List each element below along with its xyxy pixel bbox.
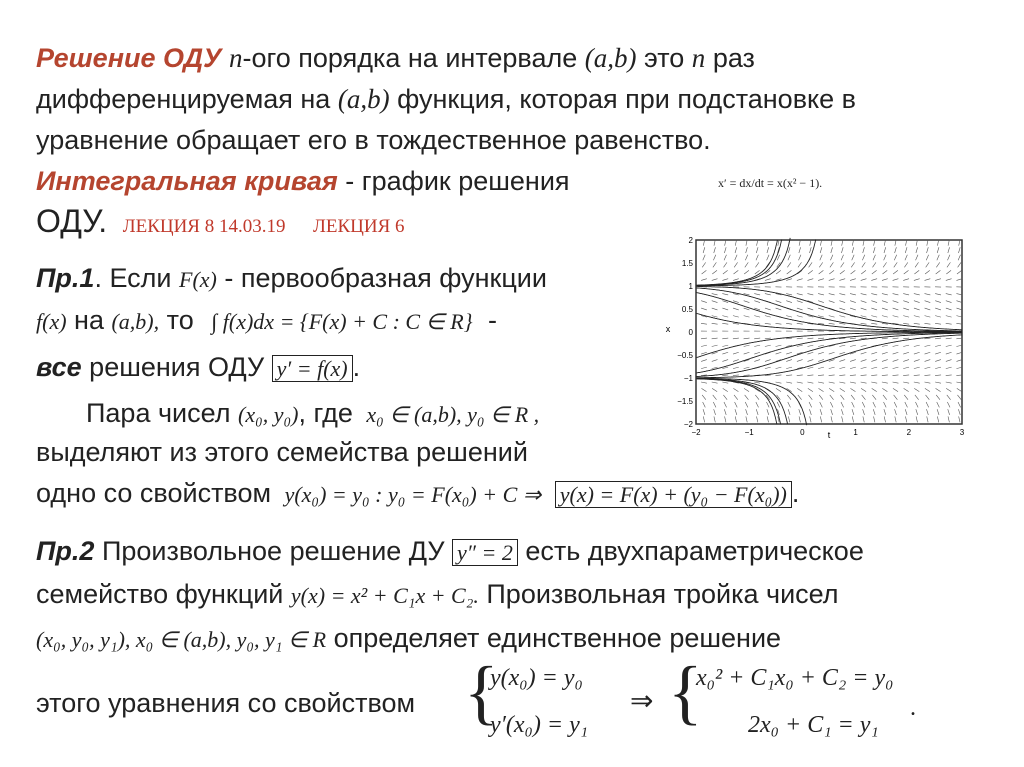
ex1-line-5: выделяют из этого семейства решений — [36, 437, 528, 467]
system2-eq2: 2x₀ + C₁ = y₁ — [748, 712, 879, 738]
ex1-line-2 — [36, 304, 497, 338]
ex2-line-1 — [36, 535, 864, 569]
x-tick-label: 0 — [800, 428, 805, 437]
ex1-text: - — [488, 305, 498, 335]
ex2-text: Произвольное решение ДУ — [94, 536, 445, 566]
y-tick-label: 0.5 — [681, 305, 693, 314]
integral-curve-line — [36, 165, 570, 197]
interval-ab: (a,b) — [337, 84, 390, 114]
lecture-note-2: ЛЕКЦИЯ 6 — [313, 216, 405, 237]
y-tick-label: 2 — [688, 236, 693, 245]
integral-curve-text: - график решения — [337, 166, 570, 196]
ex1-line-3 — [36, 351, 360, 385]
left-brace-1: { — [464, 652, 499, 732]
x-tick-label: −2 — [691, 428, 701, 437]
ex1-line-4 — [86, 397, 539, 431]
ex2-text: определяет единственное решение — [326, 623, 782, 653]
lecture-note-1: ЛЕКЦИЯ 8 14.03.19 — [122, 216, 286, 237]
y-tick-label: −1 — [683, 374, 693, 383]
y-tick-label: 0 — [688, 328, 693, 337]
definition-title: Решение ОДУ — [36, 43, 222, 73]
interval-ab: (a,b), — [111, 309, 160, 334]
ex1-line-1 — [36, 262, 547, 296]
math-pair: (x₀, y₀) — [238, 402, 299, 427]
definition-text: -ого порядка на интервале — [242, 43, 578, 73]
integral-formula: ∫ f(x)dx = {F(x) + C : C ∈ R} — [211, 309, 473, 334]
math-Fx: F(x) — [179, 267, 217, 292]
ex1-text: - первообразная функции — [216, 263, 547, 293]
ex2-text: есть двухпараметрическое — [517, 536, 864, 566]
math-fx: f(x) — [36, 309, 67, 334]
math-family: y(x) = x² + C₁x + C₂. — [290, 583, 479, 608]
direction-field-plot — [660, 228, 980, 440]
ex1-label: Пр.1 — [36, 263, 95, 293]
y-tick-label: −0.5 — [677, 351, 693, 360]
y-axis-label: x — [665, 324, 671, 334]
x-tick-label: −1 — [744, 428, 754, 437]
ex1-line-6 — [36, 477, 799, 511]
all-word: все — [36, 352, 82, 382]
punct: . — [791, 478, 800, 508]
definition-text: функция, которая при подстановке в — [397, 84, 857, 114]
ode-word: ОДУ. — [36, 203, 108, 239]
definition-text: раз — [712, 43, 755, 73]
ex1-text: Пара чисел — [86, 398, 231, 428]
y-ticks — [677, 236, 693, 429]
boxed-ode: y′ = f(x) — [272, 355, 353, 382]
final-period: . — [910, 695, 916, 721]
system2-eq1: x₀² + C₁x₀ + C₂ = y₀ — [696, 665, 894, 691]
definition-line-2 — [36, 83, 856, 115]
boxed-result: y(x) = F(x) + (y₀ − F(x₀)) — [555, 481, 792, 508]
left-brace-2: { — [668, 652, 703, 732]
y-tick-label: 1 — [688, 282, 693, 291]
x-tick-label: 2 — [906, 428, 912, 437]
y-tick-label: 1.5 — [681, 259, 693, 268]
boxed-ode-2: y″ = 2 — [452, 539, 518, 566]
ex1-text: одно со свойством — [36, 478, 272, 508]
var-n: n — [228, 43, 243, 73]
x-tick-label: 3 — [959, 428, 965, 437]
ex2-line-2 — [36, 578, 839, 612]
math-condition: x₀ ∈ (a,b), y₀ ∈ R , — [366, 402, 540, 427]
y-tick-label: −2 — [683, 420, 693, 429]
system1-eq1: y(x₀) = y₀ — [490, 665, 583, 691]
x-tick-label: 1 — [853, 428, 858, 437]
y-tick-label: −1.5 — [677, 397, 693, 406]
ex2-label: Пр.2 — [36, 536, 95, 566]
punct: . — [352, 352, 361, 382]
definition-line-3: уравнение обращает его в тождественное равенство. — [36, 125, 711, 155]
integral-curve-line-2 — [36, 205, 405, 243]
integral-curve-title: Интегральная кривая — [36, 166, 338, 196]
ex2-text: семейство функций — [36, 579, 284, 609]
ex1-text: на — [66, 305, 104, 335]
x-axis-label: t — [827, 430, 831, 440]
ex1-text: , где — [298, 398, 353, 428]
implies-arrow: ⇒ — [630, 686, 654, 717]
ex1-text: . Если — [94, 263, 172, 293]
ex1-text: решения ОДУ — [81, 352, 265, 382]
definition-line-1 — [36, 42, 755, 74]
interval-ab: (a,b) — [584, 43, 637, 73]
math-property: y(x₀) = y₀ : y₀ = F(x₀) + C ⇒ — [284, 482, 542, 507]
ex2-line-3 — [36, 622, 781, 656]
ex2-text: Произвольная тройка чисел — [478, 579, 839, 609]
math-triple: (x₀, y₀, y₁), x₀ ∈ (a,b), y₀, y₁ ∈ R — [36, 627, 327, 652]
ex2-line-4: этого уравнения со свойством — [36, 688, 416, 718]
var-n: n — [691, 43, 706, 73]
ex1-text: то — [159, 305, 194, 335]
figure-equation: x′ = dx/dt = x(x² − 1). — [718, 176, 823, 190]
definition-text: это — [644, 43, 685, 73]
definition-text: дифференцируемая на — [36, 84, 331, 114]
system1-eq2: y′(x₀) = y₁ — [490, 712, 589, 738]
